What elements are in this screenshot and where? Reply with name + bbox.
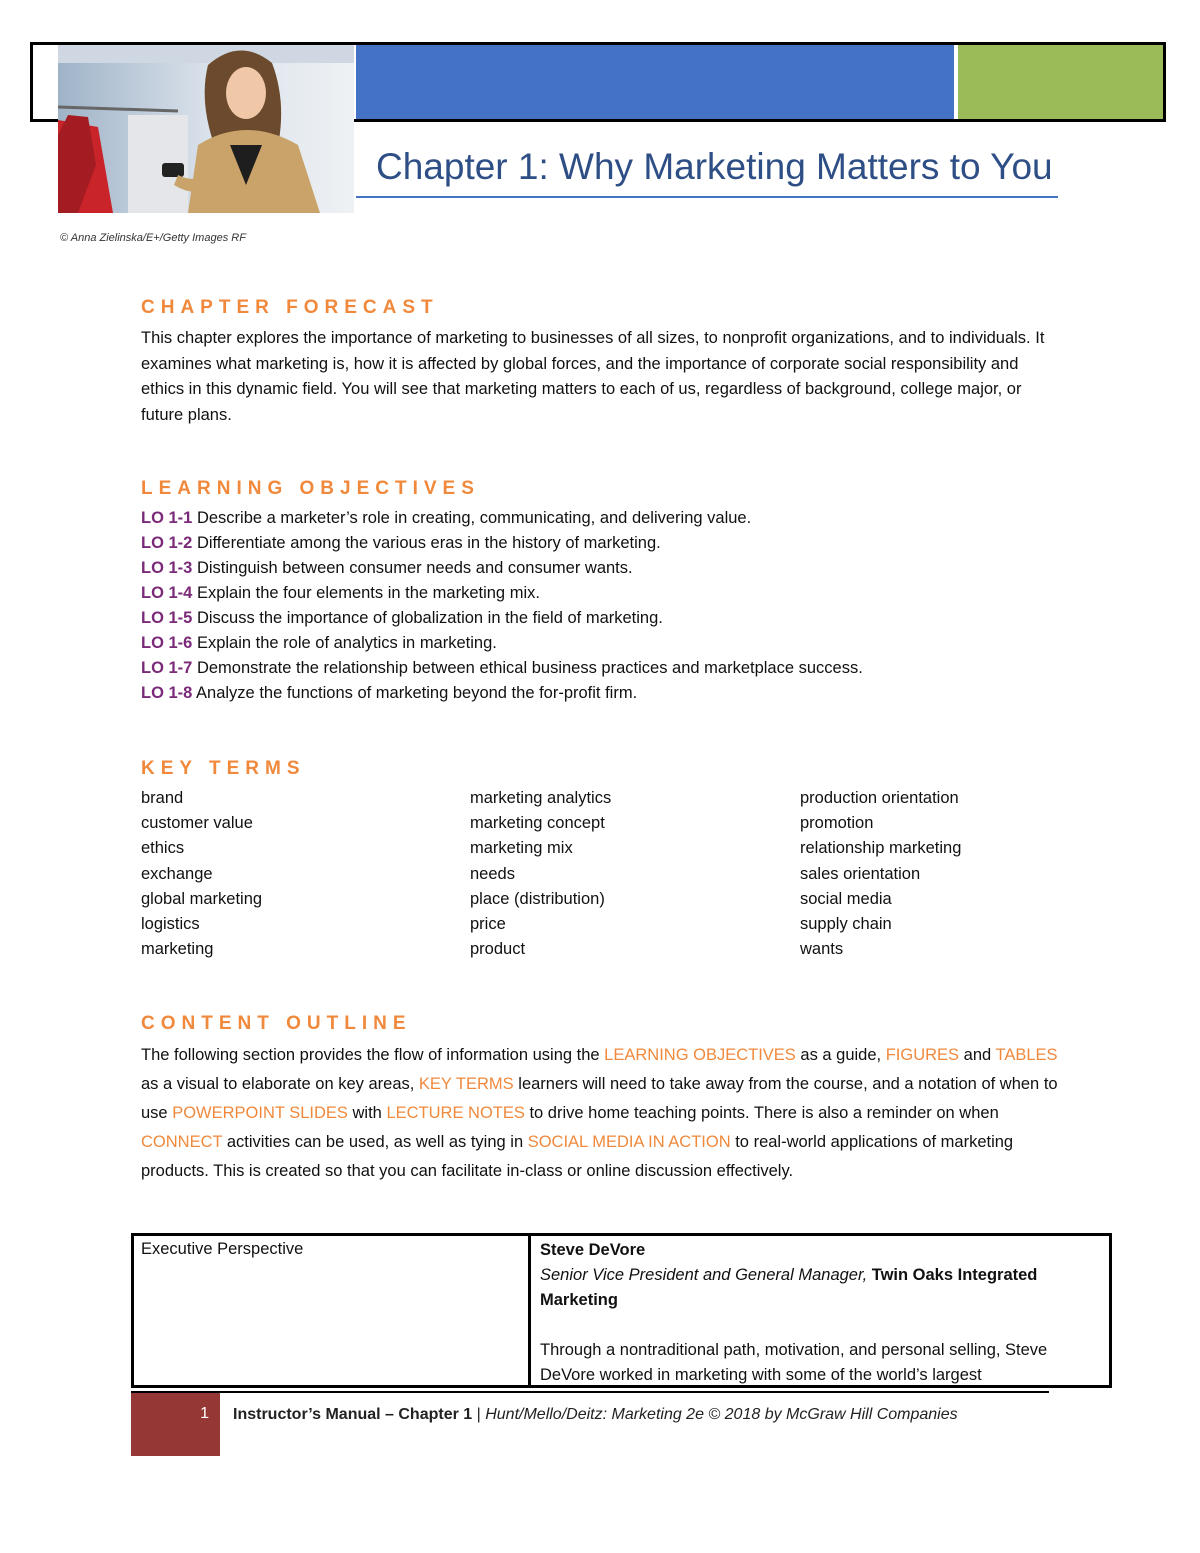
footer-text (233, 1403, 993, 1427)
header-photo (58, 45, 354, 213)
lo-text: Describe a marketer’s role in creating, communicating, and delivering value. (192, 509, 752, 527)
lo-code: LO 1-5 (141, 609, 193, 627)
chapter-title: Chapter 1: Why Marketing Matters to You (376, 146, 1053, 187)
key-term: production orientation (800, 789, 959, 807)
key-term: marketing analytics (470, 789, 612, 807)
outline-text: learners will need to take away from the course, and a notation of when to use (141, 1075, 1058, 1122)
lo-text: Differentiate among the various eras in the history of marketing. (192, 534, 661, 552)
page-number-box (131, 1393, 220, 1456)
key-term: supply chain (800, 915, 892, 934)
footer-separator: | (472, 1406, 486, 1423)
learning-objective (141, 506, 1081, 531)
footer-citation: Hunt/Mello/Deitz: Marketing 2e © 2018 by McGraw Hill Companies (485, 1406, 958, 1423)
key-term: sales orientation (800, 864, 921, 883)
footer-manual: Instructor’s Manual – Chapter 1 (233, 1406, 473, 1423)
key-term: ethics (141, 839, 185, 858)
key-terms-column-1 (141, 786, 262, 962)
executive-name: Steve DeVore (540, 1241, 646, 1259)
content-outline-heading: CONTENT OUTLINE (141, 1013, 412, 1034)
key-term: exchange (141, 864, 213, 883)
outline-text: as a visual to elaborate on key areas, (141, 1075, 419, 1093)
outline-text: to drive home teaching points. There is also a reminder on when (524, 1104, 999, 1122)
executive-details (540, 1238, 1105, 1388)
lo-code: LO 1-6 (141, 634, 193, 652)
executive-label: Executive Perspective (141, 1240, 304, 1258)
learning-objective (141, 631, 1081, 656)
lo-text: Explain the four elements in the marketing mix. (192, 584, 540, 602)
learning-objective (141, 531, 1081, 556)
outline-highlight: POWERPOINT SLIDES (172, 1104, 348, 1122)
lo-code: LO 1-7 (141, 659, 193, 677)
photo-credit: © Anna Zielinska/E+/Getty Images RF (60, 232, 246, 244)
lo-text: Explain the role of analytics in marketing. (192, 634, 497, 652)
content-outline-text (141, 1041, 1071, 1186)
outline-highlight: FIGURES (885, 1046, 960, 1064)
key-terms-heading: KEY TERMS (141, 758, 306, 779)
executive-bio: Through a nontraditional path, motivation, and personal selling, Steve DeVore worked in marketing with some of the world’s largest (540, 1341, 1048, 1384)
lo-text: Analyze the functions of marketing beyond the for-profit firm. (192, 684, 638, 702)
lo-text: Distinguish between consumer needs and consumer wants. (192, 559, 633, 577)
outline-text: activities can be used, as well as tying in (222, 1133, 528, 1151)
key-terms-column-3 (800, 786, 961, 962)
lo-code: LO 1-2 (141, 534, 193, 552)
key-term: product (470, 940, 526, 959)
outline-text: and (959, 1046, 996, 1064)
key-term: promotion (800, 814, 874, 833)
outline-highlight: SOCIAL MEDIA IN ACTION (527, 1133, 731, 1151)
learning-objectives-list (141, 506, 1081, 706)
key-term: wants (800, 940, 844, 959)
learning-objective (141, 656, 1081, 681)
learning-objective (141, 556, 1081, 581)
lo-code: LO 1-3 (141, 559, 193, 577)
table-divider (528, 1233, 531, 1388)
learning-objectives-heading: LEARNING OBJECTIVES (141, 478, 480, 499)
key-term: marketing (141, 940, 214, 959)
banner-blue-band (356, 45, 954, 119)
footer-rule (131, 1391, 1049, 1393)
outline-text: The following section provides the flow of information using the (141, 1046, 605, 1064)
outline-highlight: LECTURE NOTES (386, 1104, 525, 1122)
forecast-heading: CHAPTER FORECAST (141, 297, 439, 318)
learning-objective (141, 581, 1081, 606)
key-term: relationship marketing (800, 839, 962, 858)
lo-code: LO 1-8 (141, 684, 193, 702)
key-term: brand (141, 789, 184, 807)
lo-text: Demonstrate the relationship between ethical business practices and marketplace success. (192, 659, 863, 677)
key-term: customer value (141, 814, 253, 833)
key-term: place (distribution) (470, 889, 605, 908)
lo-code: LO 1-1 (141, 509, 193, 527)
outline-text: as a guide, (795, 1046, 886, 1064)
key-term: social media (800, 889, 892, 908)
lo-text: Discuss the importance of globalization in the field of marketing. (192, 609, 663, 627)
outline-highlight: KEY TERMS (418, 1075, 514, 1093)
key-term: marketing concept (470, 814, 605, 833)
key-terms-column-2 (470, 786, 611, 962)
forecast-text: This chapter explores the importance of marketing to businesses of all sizes, to nonprofit organizations, and to individuals. It examines what marketing is, how it is affected by global forces, and the importance of corporate social responsibility and ethics in this dynamic field. You will see that marketing matters to each of us, regardless of background, college major, or future plans. (141, 329, 1045, 424)
executive-company: Twin Oaks Integrated Marketing (540, 1266, 1038, 1309)
key-term: logistics (141, 915, 200, 934)
key-term: needs (470, 864, 515, 883)
key-term: global marketing (141, 889, 263, 908)
outline-highlight: LEARNING OBJECTIVES (604, 1046, 796, 1064)
banner-green-band (958, 45, 1163, 119)
page-number: 1 (200, 1405, 209, 1422)
key-term: price (470, 915, 506, 934)
learning-objective (141, 606, 1081, 631)
outline-highlight: TABLES (995, 1046, 1058, 1064)
executive-title (540, 1263, 1105, 1313)
outline-highlight: CONNECT (141, 1133, 223, 1151)
outline-text: to real-world applications of marketing products. This is created so that you can facilitate in-class or online discussion effectively. (141, 1133, 1014, 1180)
executive-role: Senior Vice President and General Manager, (540, 1266, 868, 1284)
title-underline (356, 196, 1058, 198)
key-term: marketing mix (470, 839, 573, 858)
learning-objective (141, 681, 1081, 706)
lo-code: LO 1-4 (141, 584, 193, 602)
outline-text: with (347, 1104, 387, 1122)
